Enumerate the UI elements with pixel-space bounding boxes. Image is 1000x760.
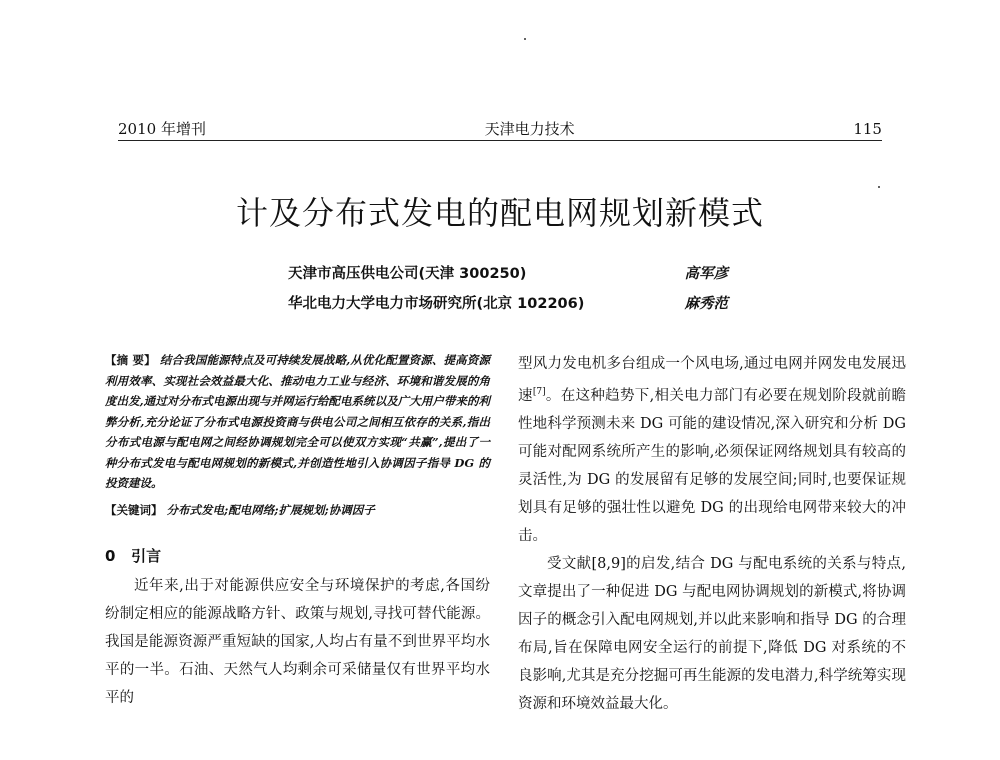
running-header [118,118,882,138]
keywords-text: 分布式发电;配电网络;扩展规划;协调因子 [166,502,375,517]
header-journal: 天津电力技术 [484,120,575,138]
organization: 天津市高压供电公司(天津 300250) [288,266,527,282]
left-column [105,350,490,712]
section-number: 0 [105,546,116,565]
author-name: 高军彦 [684,265,728,282]
affiliation-row [288,262,728,292]
section-title: 引言 [131,546,162,565]
paper-title: 计及分布式发电的配电网规划新模式 [235,194,764,232]
affiliation-row [288,292,728,322]
header-year: 2010 年增刊 [118,120,206,138]
citation: [7] [532,387,546,397]
paragraph: 受文献[8,9]的启发,结合 DG 与配电系统的关系与特点,文章提出了一种促进 DG 与配电网协调规划的新模式,将协调因子的概念引入配电网规划,并以此来影响和指导 DG 的合理布局,旨在保障电网安全运行的前提下,降低 DG 对系统的不良影响,尤其是充分挖掘可再生能源的发电潜力,科学统筹实现资源和环境效益最大化。 [518,555,906,712]
continued-paragraph [518,350,906,550]
keywords-label: 【关键词】 [105,502,163,517]
keywords [105,496,490,524]
affiliation-block [288,262,728,322]
abstract [105,350,490,494]
intro-paragraph: 近年来,出于对能源供应安全与环境保护的考虑,各国纷纷制定相应的能源战略方针、政策与规划,寻找可替代能源。我国是能源资源严重短缺的国家,人均占有量不到世界平均水平的一半。石油、天然气人均剩余可采储量仅有世界平均水平的 [105,577,490,706]
section-heading [105,542,490,570]
header-rule [118,140,882,141]
paragraph-text: 型风力发电机多台组成一个风电场,通过电网并网发电发展迅速 [518,356,906,404]
author-name: 麻秀范 [684,295,728,312]
paragraph-text: 。在这种趋势下,相关电力部门有必要在规划阶段就前瞻性地科学预测未来 DG 可能的建设情况,深入研究和分析 DG 可能对配网系统所产生的影响,必须保证网络规划具有较高的灵活性,为 DG 的发展留有足够的发展空间;同时,也要保证规划具有足够的强壮性以避免 DG 的出现给电网带来较大的冲击。 [518,387,907,544]
scan-dot [524,38,526,40]
header-page-number: 115 [853,120,882,138]
abstract-text: 结合我国能源特点及可持续发展战略,从优化配置资源、提高资源利用效率、实现社会效益最大化、推动电力工业与经济、环境和谐发展的角度出发,通过对分布式电源出现与并网运行给配电系统以及广大用户带来的利弊分析,充分论证了分布式电源投资商与供电公司之间相互依存的关系,指出分布式电源与配电网之间经协调规划完全可以使双方实现“共赢”,提出了一种分布式发电与配电网规划的新模式,并创造性地引入协调因子指导 DG 的投资建设。 [105,353,490,490]
abstract-label: 【摘 要】 [105,353,156,367]
right-column [518,350,906,718]
organization: 华北电力大学电力市场研究所(北京 102206) [288,296,585,312]
